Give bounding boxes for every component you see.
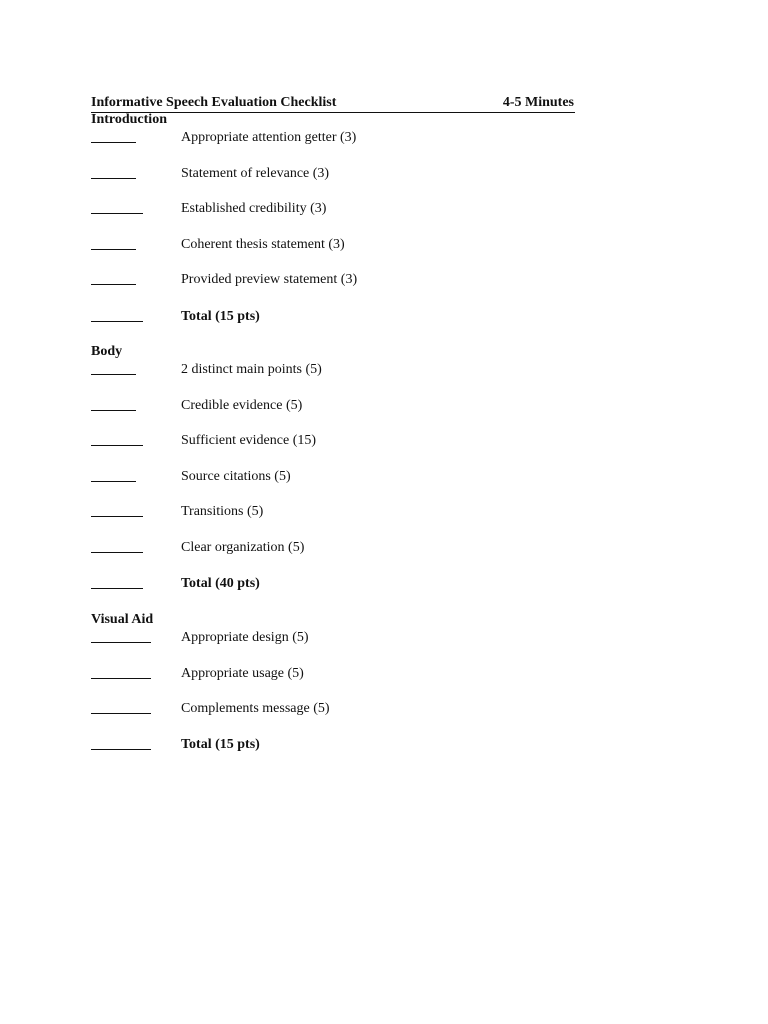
item-label: Credible evidence (5) bbox=[181, 398, 303, 413]
checklist-total bbox=[91, 308, 491, 326]
total-label: Total (40 pts) bbox=[181, 576, 260, 591]
score-blank bbox=[91, 236, 136, 250]
item-label: 2 distinct main points (5) bbox=[181, 362, 322, 377]
checklist-item bbox=[91, 165, 491, 183]
total-label: Total (15 pts) bbox=[181, 737, 260, 752]
checklist-item bbox=[91, 503, 491, 521]
score-blank bbox=[91, 308, 143, 322]
checklist-total bbox=[91, 575, 491, 593]
checklist-item bbox=[91, 629, 491, 647]
item-label: Transitions (5) bbox=[181, 504, 264, 519]
checklist-item bbox=[91, 129, 491, 147]
item-label: Coherent thesis statement (3) bbox=[181, 237, 345, 252]
score-blank bbox=[91, 665, 151, 679]
score-blank bbox=[91, 432, 143, 446]
score-blank bbox=[91, 165, 136, 179]
score-blank bbox=[91, 629, 151, 643]
checklist-item bbox=[91, 700, 491, 718]
item-label: Sufficient evidence (15) bbox=[181, 433, 317, 448]
checklist-item bbox=[91, 397, 491, 415]
title-text: Informative Speech Evaluation Checklist bbox=[91, 95, 337, 110]
item-label: Clear organization (5) bbox=[181, 540, 305, 555]
score-blank bbox=[91, 468, 136, 482]
section-heading-introduction: Introduction bbox=[91, 112, 167, 127]
checklist-total bbox=[91, 736, 491, 754]
checklist-item bbox=[91, 468, 491, 486]
checklist-item bbox=[91, 271, 491, 289]
checklist-item bbox=[91, 236, 491, 254]
checklist-item bbox=[91, 200, 491, 218]
item-label: Appropriate attention getter (3) bbox=[181, 130, 357, 145]
item-label: Source citations (5) bbox=[181, 469, 291, 484]
score-blank bbox=[91, 129, 136, 143]
section-heading-body: Body bbox=[91, 344, 123, 359]
score-blank bbox=[91, 539, 143, 553]
score-blank bbox=[91, 736, 151, 750]
item-label: Established credibility (3) bbox=[181, 201, 327, 216]
checklist-item bbox=[91, 665, 491, 683]
score-blank bbox=[91, 700, 151, 714]
score-blank bbox=[91, 503, 143, 517]
score-blank bbox=[91, 361, 136, 375]
time-limit: 4-5 Minutes bbox=[502, 95, 574, 110]
item-label: Complements message (5) bbox=[181, 701, 330, 716]
checklist-item bbox=[91, 361, 491, 379]
score-blank bbox=[91, 200, 143, 214]
item-label: Statement of relevance (3) bbox=[181, 166, 330, 181]
item-label: Appropriate usage (5) bbox=[181, 666, 304, 681]
section-heading-visual-aid: Visual Aid bbox=[91, 612, 154, 627]
score-blank bbox=[91, 271, 136, 285]
item-label: Provided preview statement (3) bbox=[181, 272, 358, 287]
score-blank bbox=[91, 575, 143, 589]
checklist-item bbox=[91, 539, 491, 557]
score-blank bbox=[91, 397, 136, 411]
item-label: Appropriate design (5) bbox=[181, 630, 309, 645]
checklist-item bbox=[91, 432, 491, 450]
total-label: Total (15 pts) bbox=[181, 309, 260, 324]
